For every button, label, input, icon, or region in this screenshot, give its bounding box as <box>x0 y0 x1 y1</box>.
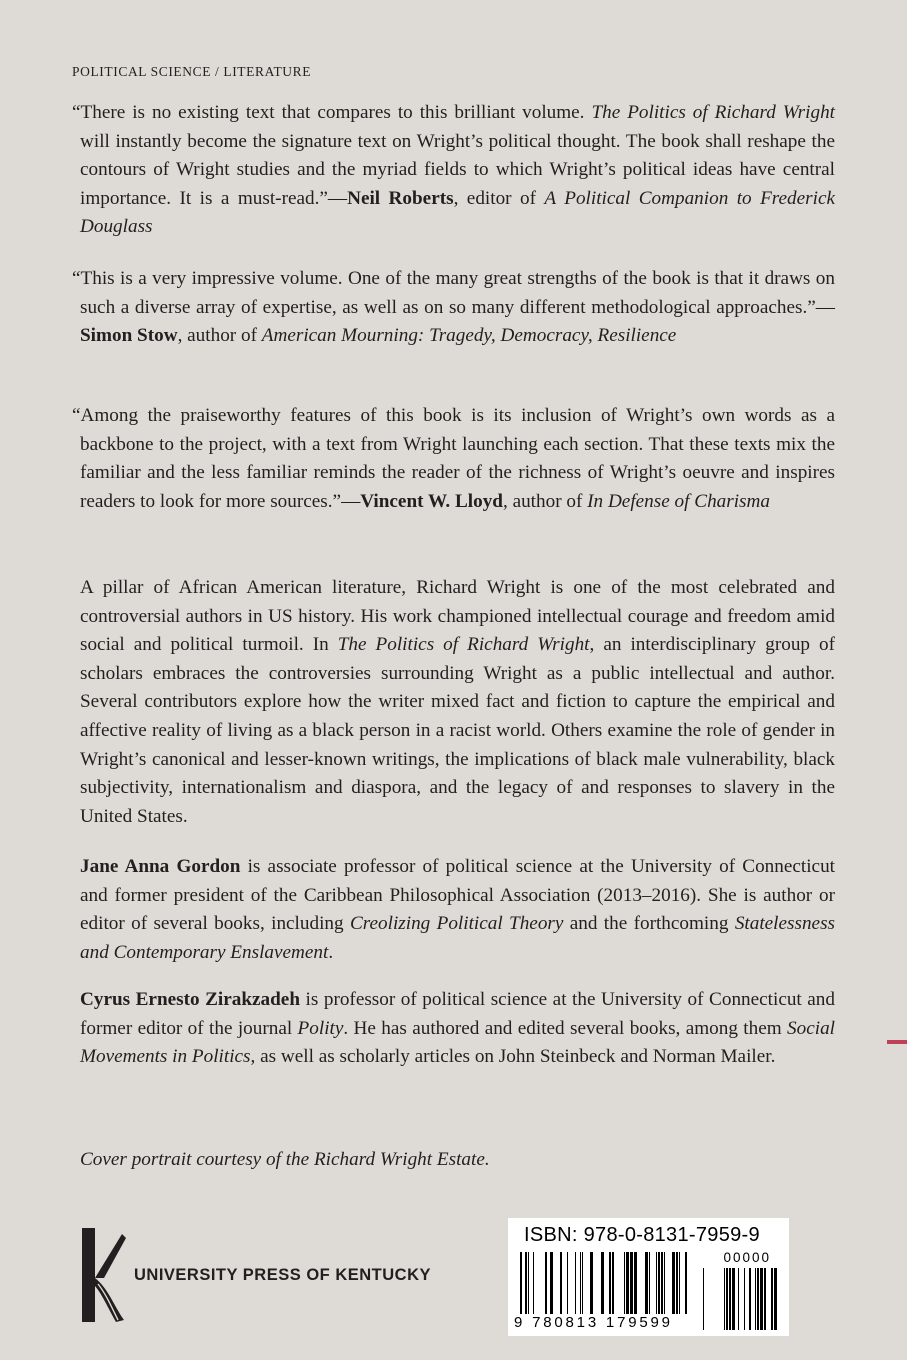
barcode-bar <box>590 1252 593 1314</box>
barcode-bar <box>624 1252 625 1314</box>
barcode-addon-bar <box>749 1268 751 1330</box>
barcode-addon-bar <box>729 1268 731 1330</box>
barcode-bar <box>656 1252 657 1314</box>
barcode-addon-bar <box>703 1268 704 1330</box>
blurb-neil-roberts: “There is no existing text that compares to this brilliant volume. The Politics of Richard Wright will instantly become the signature text on Wright’s political thought. The book shall reshape the contours of Wright studies and the myriad fields to which Wright’s political ideas have central importance. It is a must-read.”—Neil Roberts, editor of A Political Companion to Frederick Douglass <box>72 102 836 238</box>
barcode-bar <box>672 1252 675 1314</box>
barcode-bar <box>582 1252 583 1314</box>
cover-credit: Cover portrait courtesy of the Richard Wright Estate. <box>80 1149 490 1170</box>
barcode-bar <box>528 1252 529 1314</box>
barcode-bar <box>630 1252 633 1314</box>
barcode-addon-bar <box>726 1268 728 1330</box>
bio-jane-anna-gordon: Jane Anna Gordon is associate professor of political science at the University of Connecticut and former president of the Caribbean Philosophical Association (2013–2016). She is author or editor of several books, including Creolizing Political Theory and the forthcoming Statelessness and Contemporary Enslavement. <box>80 856 836 963</box>
barcode-addon-bar <box>724 1268 725 1330</box>
edge-mark <box>887 1040 907 1044</box>
barcode-bar <box>658 1252 660 1314</box>
barcode-bar <box>645 1252 648 1314</box>
barcode-addon-bar <box>774 1268 777 1330</box>
barcode-bar <box>612 1252 614 1314</box>
barcode-bar <box>520 1252 522 1314</box>
barcode-bar <box>685 1252 687 1314</box>
barcode-addon-bar <box>744 1268 745 1330</box>
barcode-addon-bar <box>755 1268 756 1330</box>
barcode-bar <box>550 1252 553 1314</box>
barcode-addon-bar <box>732 1268 735 1330</box>
book-description: A pillar of African American literature, Richard Wright is one of the most celebrated and controversial authors in US history. His work championed intellectual courage and freedom amid social and political turmoil. In The Politics of Richard Wright, an interdisciplinary group of scholars embraces the controversies surrounding Wright as a public intellectual and author. Several contributors explore how the writer mixed fact and fiction to capture the empirical and affective reality of living as a black person in a racist world. Others examine the role of gender in Wright’s canonical and lesser-known writings, the implications of black male vulnerability, black subjectivity, internationalism and diaspora, and the legacy of and responses to slavery in the United States. <box>80 577 836 827</box>
barcode-bar <box>545 1252 547 1314</box>
barcode-bar <box>533 1252 534 1314</box>
barcode-bar <box>626 1252 629 1314</box>
blurb-simon-stow: “This is a very impressive volume. One of the many great strengths of the book is that it draws on such a diverse array of expertise, as well as on so many different methodological approaches.”—Simon Stow, author of American Mourning: Tragedy, Democracy, Resilience <box>72 268 835 347</box>
barcode-bar <box>580 1252 581 1314</box>
blurb-vincent-lloyd: “Among the praiseworthy features of this book is its inclusion of Wright’s own words as a backbone to the project, with a text from Wright launching each section. That these texts mix the familiar and the less familiar reminds the reader of the richness of Wright’s oeuvre and inspires readers to look for more sources.”—Vincent W. Lloyd, author of In Defense of Charisma <box>72 405 835 512</box>
barcode-addon-bar <box>764 1268 766 1330</box>
barcode-bar <box>679 1252 680 1314</box>
barcode-bar <box>609 1252 611 1314</box>
barcode-addon-bar <box>738 1268 739 1330</box>
isbn-barcode <box>508 1218 789 1336</box>
barcode-bar <box>601 1252 604 1314</box>
barcode-bar <box>525 1252 527 1314</box>
isbn-label: ISBN: 978-0-8131-7959-9 <box>524 1224 760 1246</box>
barcode-bar <box>649 1252 650 1314</box>
barcode-bar <box>575 1252 576 1314</box>
barcode-bar <box>676 1252 678 1314</box>
barcode-addon-number: 00000 <box>723 1250 771 1265</box>
publisher-logo-icon <box>78 1228 126 1322</box>
bio-cyrus-zirakzadeh: Cyrus Ernesto Zirakzadeh is professor of political science at the University of Connecticut and former editor of the journal Polity. He has authored and edited several books, among them Social Movements in Politics, as well as scholarly articles on John Steinbeck and Norman Mailer. <box>80 989 835 1068</box>
barcode-bar <box>567 1252 568 1314</box>
barcode-addon-bar <box>757 1268 759 1330</box>
barcode-addon-bar <box>760 1268 763 1330</box>
barcode-bar <box>661 1252 663 1314</box>
publisher-name: UNIVERSITY PRESS OF KENTUCKY <box>134 1266 431 1284</box>
category-label: POLITICAL SCIENCE / LITERATURE <box>72 64 312 79</box>
barcode-bar <box>634 1252 637 1314</box>
barcode-addon-bar <box>771 1268 773 1330</box>
barcode-bar <box>560 1252 562 1314</box>
barcode-bar <box>664 1252 665 1314</box>
barcode-digits: 9 780813 179599 <box>514 1314 673 1331</box>
